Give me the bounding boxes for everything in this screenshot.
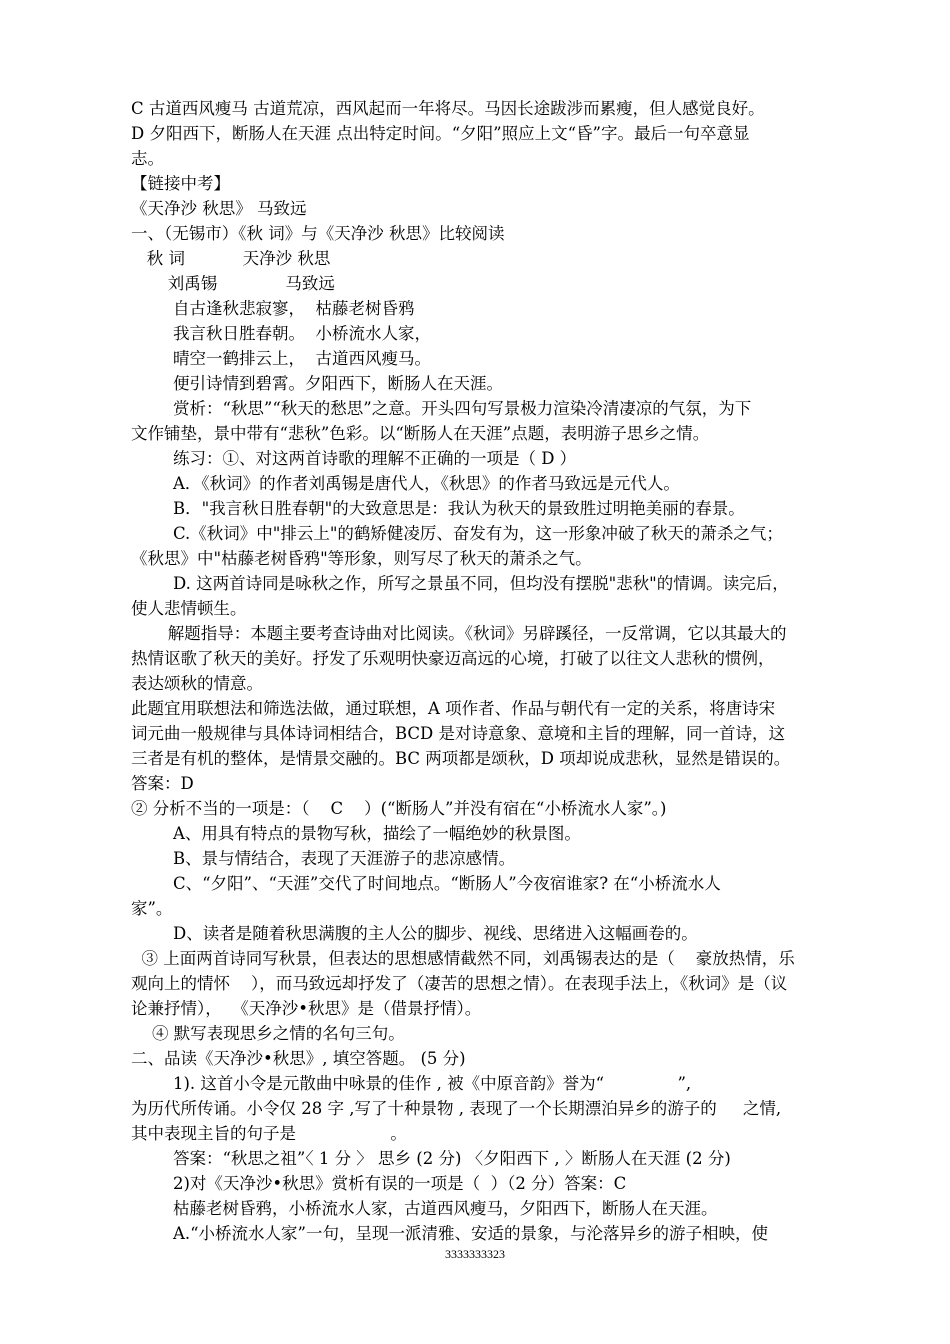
text-line: 赏析：“秋思”“秋天的愁思”之意。开头四句写景极力渲染冷清凄凉的气氛，为下 [131, 399, 752, 418]
text-line: ④ 默写表现思乡之情的名句三句。 [131, 1024, 405, 1043]
text-line: 一、（无锡市）《秋 词》与《天净沙 秋思》比较阅读 [131, 224, 505, 243]
text-line: 《天净沙 秋思》 马致远 [131, 199, 307, 218]
text-line: 热情讴歌了秋天的美好。抒发了乐观明快豪迈高远的心境，打破了以往文人悲秋的惯例， [131, 649, 775, 668]
text-line: 2)对《天净沙•秋思》赏析有误的一项是（ ）（2 分）答案：C [131, 1174, 627, 1193]
option-line: B、景与情结合，表现了天涯游子的悲凉感情。 [131, 849, 516, 868]
page-footer: 3333333323 [445, 1247, 505, 1261]
text-line: 此题宜用联想法和筛选法做，通过联想，A 项作者、作品与朝代有一定的关系，将唐诗宋 [131, 699, 776, 718]
text-line: 词元曲一般规律与具体诗词相结合，BCD 是对诗意象、意境和主旨的理解，同一首诗，这 [131, 724, 786, 743]
text-line: 为历代所传诵。小令仅 28 字 ,写了十种景物 , 表现了一个长期漂泊异乡的游子的 之情, [131, 1099, 782, 1118]
option-line: A.“小桥流水人家”一句，呈现一派清雅、安适的景象，与沦落异乡的游子相映，使 [131, 1224, 768, 1243]
text-line: 表达颂秋的情意。 [131, 674, 263, 693]
option-line: B．"我言秋日胜春朝"的大致意思是：我认为秋天的景致胜过明艳美丽的春景。 [131, 499, 745, 518]
text-line: ③ 上面两首诗同写秋景，但表达的思想感情截然不同，刘禹锡表达的是（ 豪放热情，乐 [131, 949, 795, 968]
poem-line: 我言秋日胜春朝。 小桥流水人家， [131, 324, 431, 343]
answer-line: 答案：“秋思之祖”〈 1 分 〉 思乡 (2 分) 〈夕阳西下 , 〉断肠人在天涯 (2 分) [131, 1149, 731, 1168]
text-line: 家”。 [131, 899, 173, 918]
poem-line: 自古逢秋悲寂寥， 枯藤老树昏鸦 [131, 299, 415, 318]
text-line: C 古道西风瘦马 古道荒凉，西风起而一年将尽。马因长途跋涉而累瘦，但人感觉良好。 [131, 99, 765, 118]
option-line: C.《秋词》中"排云上"的鹤矫健凌厉、奋发有为，这一形象冲破了秋天的萧杀之气； [131, 524, 783, 543]
poem-line: 晴空一鹤排云上， 古道西风瘦马。 [131, 349, 431, 368]
option-line: D. 这两首诗同是咏秋之作，所写之景虽不同，但均没有摆脱"悲秋"的情调。读完后， [131, 574, 789, 593]
answer-line: 答案：D [131, 774, 194, 793]
text-line: 练习：①、对这两首诗歌的理解不正确的一项是（ D ） [131, 449, 577, 468]
text-line: 枯藤老树昏鸦，小桥流水人家，古道西风瘦马，夕阳西下，断肠人在天涯。 [131, 1199, 718, 1218]
text-line: ② 分析不当的一项是：（ C ）(“断肠人”并没有宿在“小桥流水人家”。) [131, 799, 667, 818]
option-line: A、用具有特点的景物写秋，描绘了一幅绝妙的秋景图。 [131, 824, 581, 843]
text-line: 其中表现主旨的句子是 。 [131, 1124, 407, 1143]
text-line: 1). 这首小令是元散曲中咏景的佳作 , 被《中原音韵》誉为“ ”, [131, 1074, 692, 1093]
text-line: 论兼抒情）， 《天净沙•秋思》是（借景抒情）。 [131, 999, 482, 1018]
option-line: D、读者是随着秋思满腹的主人公的脚步、视线、思绪进入这幅画卷的。 [131, 924, 698, 943]
text-line: 解题指导：本题主要考查诗曲对比阅读。《秋词》另辟蹊径，一反常调，它以其最大的 [131, 624, 787, 643]
text-line: 三者是有机的整体，是情景交融的。BC 两项都是颂秋，D 项却说成悲秋，显然是错误的。 [131, 749, 791, 768]
poem-title-line: 秋 词 天净沙 秋思 [131, 249, 331, 268]
section-heading: 【链接中考】 [131, 174, 230, 193]
text-line: D 夕阳西下，断肠人在天涯 点出特定时间。“夕阳”照应上文“昏”字。最后一句卒意显 [131, 124, 750, 143]
text-line: 二、品读《天净沙•秋思》, 填空答题。 (5 分) [131, 1049, 466, 1068]
poem-author-line: 刘禹锡 马致远 [131, 274, 335, 293]
text-line: 观向上的情怀 ），而马致远却抒发了（凄苦的思想之情）。在表现手法上，《秋词》是（议 [131, 974, 788, 993]
poem-line: 便引诗情到碧霄。夕阳西下，断肠人在天涯。 [131, 374, 503, 393]
text-line: 志。 [131, 149, 164, 168]
option-line: C、“夕阳”、“天涯”交代了时间地点。“断肠人”今夜宿谁家? 在“小桥流水人 [131, 874, 721, 893]
text-line: 文作铺垫，景中带有“悲秋”色彩。以“断肠人在天涯”点题，表明游子思乡之情。 [131, 424, 710, 443]
text-line: 使人悲情顿生。 [131, 599, 247, 618]
text-line: 《秋思》中"枯藤老树昏鸦"等形象，则写尽了秋天的萧杀之气。 [131, 549, 592, 568]
option-line: A．《秋词》的作者刘禹锡是唐代人，《秋思》的作者马致远是元代人。 [131, 474, 680, 493]
